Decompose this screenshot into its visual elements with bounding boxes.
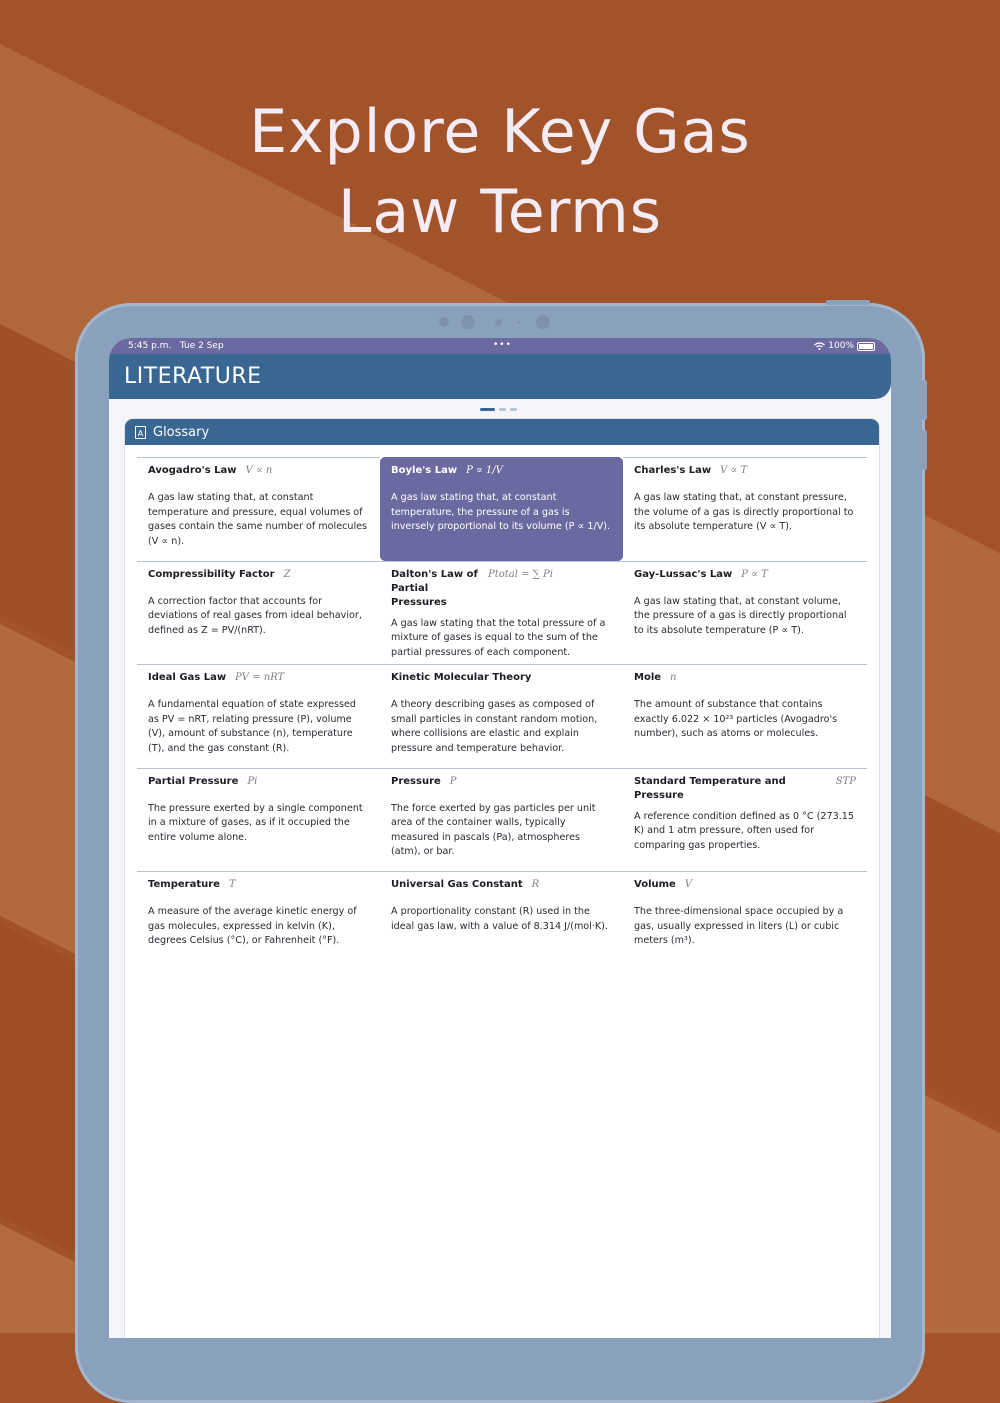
- term-title: Volume: [634, 879, 676, 890]
- page-indicator[interactable]: [480, 408, 517, 411]
- glossary-term-cell[interactable]: [623, 664, 867, 768]
- top-button: [826, 300, 870, 305]
- glossary-term-cell[interactable]: [137, 457, 380, 561]
- term-definition: A proportionality constant (R) used in the ideal gas law, with a value of 8.314 J/(mol·K).: [391, 906, 608, 932]
- term-header-row: [391, 775, 612, 795]
- term-title: Kinetic Molecular Theory: [391, 672, 532, 683]
- term-definition: The force exerted by gas particles per unit area of the container walls, typically measured in pascals (Pa), atmospheres (atm), or bar.: [391, 802, 596, 858]
- status-time-text: 5:45 p.m.: [128, 341, 172, 351]
- page-dot-active[interactable]: [480, 408, 495, 411]
- term-formula: V ∝ n: [245, 465, 273, 476]
- glossary-term-cell[interactable]: [380, 561, 623, 665]
- status-indicators: [814, 338, 875, 354]
- promo-headline: [0, 92, 1000, 252]
- volume-up-button: [922, 380, 927, 420]
- term-definition: A gas law stating that, at constant temperature and pressure, equal volumes of gases contain the same number of molecules (V ∝ n).: [148, 492, 368, 547]
- term-header-row: [391, 878, 612, 898]
- page-dot[interactable]: [510, 408, 517, 411]
- term-title: Temperature: [148, 879, 220, 890]
- glossary-title: Glossary: [153, 424, 210, 440]
- nav-title: LITERATURE: [124, 364, 262, 389]
- term-title: Universal Gas Constant: [391, 879, 523, 890]
- app-screen: [109, 338, 891, 1338]
- term-header-row: [634, 671, 856, 691]
- term-definition: A measure of the average kinetic energy of gas molecules, expressed in kelvin (K), degrees Celsius (°C), or Fahrenheit (°F).: [148, 906, 357, 947]
- term-definition: The amount of substance that contains exactly 6.022 × 10²³ particles (Avogadro's number), such as atoms or molecules.: [634, 699, 838, 740]
- term-definition: A gas law stating that, at constant temperature, the pressure of a gas is inversely proportional to its volume (P ∝ 1/V).: [391, 492, 611, 533]
- glossary-card: [125, 419, 879, 1338]
- glossary-term-cell[interactable]: [380, 457, 623, 561]
- wifi-icon: [814, 342, 825, 350]
- term-definition: A gas law stating that the total pressure of a mixture of gases is equal to the sum of the partial pressures of each component.: [391, 617, 606, 658]
- volume-down-button: [922, 430, 927, 470]
- glossary-term-cell[interactable]: [380, 768, 623, 872]
- term-formula: PV = nRT: [235, 672, 285, 683]
- term-title: Partial Pressure: [148, 775, 239, 787]
- term-title: Ideal Gas Law: [148, 672, 227, 683]
- term-definition: A gas law stating that, at constant pressure, the volume of a gas is directly proportional to its absolute temperature (V ∝ T).: [634, 492, 854, 533]
- glossary-term-cell[interactable]: [137, 871, 380, 975]
- term-formula: P ∝ T: [741, 568, 768, 580]
- term-title: Dalton's Law of Partial Pressures: [391, 568, 478, 608]
- term-header-row: [391, 671, 612, 691]
- term-formula: P ∝ 1/V: [466, 465, 503, 476]
- term-header-row: [148, 464, 369, 484]
- term-formula: V ∝ T: [720, 465, 748, 476]
- term-title: Pressure: [391, 775, 441, 787]
- term-title: Gay-Lussac's Law: [634, 568, 733, 580]
- term-header-row: [391, 568, 612, 610]
- camera-lens: [461, 315, 475, 329]
- term-header-row: [148, 775, 369, 795]
- glossary-term-cell[interactable]: [623, 871, 867, 975]
- nav-bar: [109, 354, 891, 399]
- glossary-term-cell[interactable]: [137, 664, 380, 768]
- term-definition: The three-dimensional space occupied by a gas, usually expressed in liters (L) or cubic meters (m³).: [634, 906, 844, 947]
- glossary-term-cell[interactable]: [137, 768, 380, 872]
- glossary-header: [125, 419, 879, 445]
- term-header-row: [148, 671, 369, 691]
- battery-percent: 100%: [828, 341, 854, 351]
- term-title: Compressibility Factor: [148, 568, 275, 580]
- term-formula: V: [684, 879, 693, 890]
- multitask-dots[interactable]: •••: [493, 340, 512, 350]
- glossary-term-cell[interactable]: [623, 561, 867, 665]
- status-bar: [109, 338, 891, 354]
- glossary-term-cell[interactable]: [623, 457, 867, 561]
- term-definition: A reference condition defined as 0 °C (273.15 K) and 1 atm pressure, often used for comparing gas properties.: [634, 810, 854, 851]
- battery-icon: [857, 342, 875, 351]
- term-formula: Ptotal = ∑ Pi: [488, 568, 553, 580]
- term-header-row: [634, 775, 856, 803]
- glossary-term-cell[interactable]: [623, 768, 867, 872]
- term-header-row: [391, 464, 612, 484]
- sensor-dot: [517, 321, 520, 324]
- term-header-row: [148, 878, 369, 898]
- sensor-dot: [495, 319, 502, 326]
- term-formula: STP: [835, 775, 856, 787]
- page-dot[interactable]: [499, 408, 506, 411]
- glossary-term-cell[interactable]: [137, 561, 380, 665]
- term-definition: A gas law stating that, at constant volume, the pressure of a gas is directly proportional to its absolute temperature (P ∝ T).: [634, 595, 847, 636]
- glossary-term-cell[interactable]: [380, 871, 623, 975]
- term-header-row: [634, 464, 856, 484]
- term-formula: P: [449, 775, 457, 787]
- term-title: Charles's Law: [634, 465, 712, 476]
- term-title: Standard Temperature and Pressure: [634, 775, 786, 801]
- term-definition: A fundamental equation of state expressed as PV = nRT, relating pressure (P), volume (V), amount of substance (n), temperature (T), and the gas constant (R).: [148, 699, 356, 754]
- sensor-dot: [439, 317, 449, 327]
- headline-line-1: Explore Key Gas: [249, 97, 751, 167]
- term-header-row: [148, 568, 369, 588]
- term-title: Boyle's Law: [391, 465, 458, 476]
- status-date-text: Tue 2 Sep: [179, 341, 224, 351]
- term-definition: A theory describing gases as composed of small particles in constant random motion, where collisions are elastic and explain pressure and temperature behavior.: [391, 699, 598, 754]
- term-header-row: [634, 878, 856, 898]
- term-header-row: [634, 568, 856, 588]
- term-definition: A correction factor that accounts for deviations of real gases from ideal behavior, defined as Z = PV/(nRT).: [148, 595, 362, 636]
- term-formula: n: [670, 672, 677, 683]
- status-time: [128, 338, 224, 354]
- term-formula: Pi: [247, 775, 258, 787]
- glossary-grid: [137, 457, 867, 975]
- glossary-term-cell[interactable]: [380, 664, 623, 768]
- term-formula: T: [228, 879, 236, 890]
- term-formula: Z: [283, 568, 291, 580]
- term-title: Avogadro's Law: [148, 465, 237, 476]
- term-formula: R: [531, 879, 540, 890]
- term-title: Mole: [634, 672, 662, 683]
- headline-line-2: Law Terms: [337, 177, 663, 247]
- sensor-dot: [536, 315, 550, 329]
- book-icon: A: [135, 426, 146, 439]
- term-definition: The pressure exerted by a single component in a mixture of gases, as if it occupied the entire volume alone.: [148, 802, 363, 843]
